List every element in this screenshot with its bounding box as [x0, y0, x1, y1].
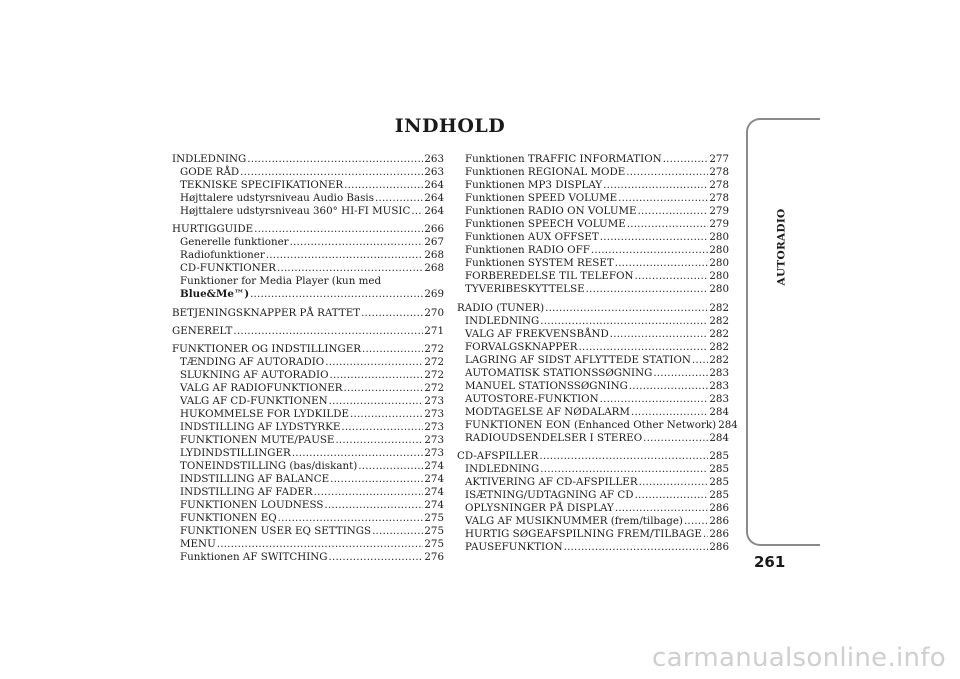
toc-leader-dots — [540, 463, 708, 476]
toc-entry-page: 286 — [709, 541, 729, 554]
toc-entry-page: 278 — [709, 192, 729, 205]
toc-entry[interactable] — [457, 179, 729, 192]
toc-leader-dots — [325, 356, 423, 369]
toc-section — [457, 153, 729, 297]
toc-section — [172, 307, 444, 320]
toc-entry[interactable] — [457, 528, 729, 541]
toc-entry[interactable] — [172, 538, 444, 551]
toc-entry-page: 264 — [424, 205, 444, 218]
toc-entry-page: 271 — [424, 324, 444, 337]
toc-entry[interactable] — [172, 447, 444, 460]
toc-entry-title: BETJENINGSKNAPPER PÅ RATTET — [172, 306, 361, 319]
toc-entry-title: HURTIGGUIDE — [172, 223, 254, 236]
toc-entry-title: VALG AF CD-FUNKTIONEN — [180, 394, 328, 407]
toc-leader-dots — [277, 262, 423, 275]
toc-entry-page: 282 — [709, 340, 729, 353]
toc-entry-title: TÆNDING AF AUTORADIO — [180, 355, 325, 368]
toc-entry-page: 263 — [424, 166, 444, 179]
toc-entry-page: 282 — [709, 314, 729, 327]
toc-entry-title: FUNKTIONEN USER EQ SETTINGS — [180, 525, 372, 538]
toc-entry-page: 285 — [709, 489, 729, 502]
toc-entry-page: 273 — [424, 446, 444, 459]
toc-entry-page: 264 — [424, 192, 444, 205]
toc-entry-page: 263 — [424, 153, 444, 165]
toc-entry[interactable] — [172, 262, 444, 275]
toc-entry-title: OPLYSNINGER PÅ DISPLAY — [465, 502, 614, 515]
toc-entry-title: GENERELT — [172, 324, 233, 337]
toc-entry-title: Funktionen MP3 DISPLAY — [465, 179, 603, 192]
toc-entry-title: HUKOMMELSE FOR LYDKILDE — [180, 407, 350, 420]
toc-entry-page: 274 — [424, 486, 444, 499]
toc-heading[interactable] — [457, 450, 729, 463]
toc-entry[interactable] — [457, 515, 729, 528]
toc-leader-dots — [591, 244, 708, 257]
toc-entry-page: 277 — [709, 153, 729, 165]
toc-leader-dots — [635, 489, 709, 502]
toc-leader-dots — [626, 166, 708, 179]
toc-entry[interactable] — [457, 489, 729, 502]
toc-leader-dots — [341, 421, 423, 434]
toc-entry-page: 285 — [709, 463, 729, 476]
toc-entry-title: TONEINDSTILLING (bas/diskant) — [180, 460, 358, 473]
toc-entry[interactable] — [457, 218, 729, 231]
toc-leader-dots — [615, 257, 709, 270]
toc-entry[interactable] — [457, 502, 729, 515]
toc-entry-page: 280 — [709, 283, 729, 296]
toc-section — [172, 325, 444, 338]
toc-leader-dots — [692, 354, 708, 367]
toc-entry-page: 278 — [709, 179, 729, 192]
toc-entry[interactable] — [457, 476, 729, 489]
toc-entry[interactable] — [172, 473, 444, 486]
toc-entry-title: FORVALGSKNAPPER — [465, 340, 578, 353]
toc-leader-dots — [290, 236, 424, 249]
toc-entry-title: INDLEDNING — [465, 463, 540, 476]
toc-entry-title: TEKNISKE SPECIFIKATIONER — [180, 179, 344, 192]
toc-entry[interactable] — [457, 380, 729, 393]
toc-entry-title: INDLEDNING — [465, 314, 540, 327]
toc-leader-dots — [247, 153, 423, 166]
toc-entry[interactable] — [457, 354, 729, 367]
toc-leader-dots — [610, 328, 709, 341]
toc-heading[interactable] — [457, 302, 729, 315]
toc-leader-dots — [314, 486, 424, 499]
toc-entry-title: RADIO (TUNER) — [457, 301, 545, 314]
toc-leader-dots — [375, 192, 423, 205]
toc-entry-title: VALG AF MUSIKNUMMER (frem/tilbage) — [465, 515, 683, 528]
toc-entry-page: 272 — [424, 381, 444, 394]
toc-entry-title: AUTOSTORE-FUNKTION — [465, 392, 599, 405]
toc-entry[interactable] — [457, 367, 729, 380]
toc-left-column — [172, 153, 444, 569]
toc-entry[interactable] — [172, 179, 444, 192]
toc-leader-dots — [240, 166, 423, 179]
toc-leader-dots — [564, 541, 709, 554]
toc-leader-dots — [358, 460, 423, 473]
toc-entry-title: Funktionen SPEED VOLUME — [465, 192, 618, 205]
toc-entry-title: FUNKTIONER OG INDSTILLINGER — [172, 342, 361, 355]
toc-entry[interactable] — [172, 421, 444, 434]
toc-leader-dots — [703, 528, 708, 541]
toc-leader-dots — [615, 502, 708, 515]
toc-entry-title: VALG AF FREKVENSBÅND — [465, 327, 609, 340]
toc-entry: Funktioner for Media Player (kun med — [180, 275, 382, 288]
toc-entry-page: 276 — [424, 551, 444, 564]
toc-entry[interactable] — [172, 249, 444, 262]
toc-entry-title: INDSTILLING AF FADER — [180, 486, 313, 499]
toc-leader-dots — [603, 179, 708, 192]
toc-leader-dots — [329, 395, 424, 408]
toc-leader-dots — [684, 515, 708, 528]
toc-entry-page: 280 — [709, 257, 729, 270]
toc-entry-page: 268 — [424, 262, 444, 275]
toc-leader-dots — [629, 380, 709, 393]
toc-entry-page: 284 — [709, 431, 729, 444]
toc-leader-dots — [600, 393, 709, 406]
toc-heading[interactable] — [172, 223, 444, 236]
toc-entry-page: 272 — [424, 355, 444, 368]
toc-leader-dots — [639, 476, 709, 489]
toc-entry-page: 286 — [709, 502, 729, 515]
toc-entry[interactable] — [457, 244, 729, 257]
toc-entry[interactable] — [172, 408, 444, 421]
toc-leader-dots — [579, 341, 709, 354]
toc-entry[interactable] — [172, 486, 444, 499]
toc-entry-page: 266 — [424, 223, 444, 236]
toc-entry[interactable] — [457, 432, 729, 445]
toc-leader-dots — [278, 512, 424, 525]
toc-entry[interactable] — [457, 418, 738, 432]
toc-leader-dots — [586, 283, 709, 296]
toc-leader-dots — [250, 288, 423, 301]
toc-entry[interactable] — [172, 434, 444, 447]
toc-leader-dots — [627, 218, 709, 231]
toc-entry-title: FUNKTIONEN LOUDNESS — [180, 499, 324, 512]
toc-entry[interactable] — [172, 236, 444, 249]
toc-entry[interactable] — [457, 393, 729, 406]
toc-heading[interactable] — [172, 153, 444, 166]
toc-heading[interactable] — [172, 307, 444, 320]
toc-section — [457, 450, 729, 554]
toc-entry-page: 285 — [709, 476, 729, 489]
toc-entry-page: 275 — [424, 512, 444, 525]
toc-entry-title: Funktionen AUX OFFSET — [465, 231, 599, 244]
toc-entry[interactable] — [457, 166, 729, 179]
toc-entry-page: 273 — [424, 394, 444, 407]
page-number: 261 — [754, 553, 786, 571]
toc-entry-page: 283 — [709, 392, 729, 405]
toc-section — [172, 153, 444, 218]
toc-entry-title: GODE RÅD — [180, 166, 240, 179]
toc-entry-title: AUTOMATISK STATIONSSØGNING — [465, 366, 653, 379]
toc-entry-title: AKTIVERING AF CD-AFSPILLER — [465, 476, 638, 489]
toc-leader-dots — [350, 408, 423, 421]
toc-leader-dots — [217, 538, 424, 551]
toc-entry-title: Funktionen RADIO OFF — [465, 244, 590, 257]
toc-leader-dots — [545, 302, 708, 315]
toc-heading[interactable] — [172, 343, 444, 356]
toc-entry-title: PAUSEFUNKTION — [465, 541, 563, 554]
toc-entry-page: 270 — [424, 306, 444, 319]
toc-leader-dots — [329, 551, 424, 564]
toc-entry-page: 278 — [709, 166, 729, 179]
toc-entry-title: CD-FUNKTIONER — [180, 262, 276, 275]
toc-entry-page: 273 — [424, 407, 444, 420]
toc-leader-dots — [362, 343, 423, 356]
toc-entry-page: 264 — [424, 179, 444, 192]
toc-entry[interactable] — [457, 205, 729, 218]
toc-entry-page: 283 — [709, 379, 729, 392]
toc-entry-title: Blue&Me™) — [180, 288, 250, 301]
toc-leader-dots — [344, 382, 424, 395]
toc-entry-page: 285 — [709, 450, 729, 463]
toc-leader-dots — [663, 153, 709, 166]
toc-entry-page: 272 — [424, 342, 444, 355]
toc-entry[interactable] — [457, 153, 729, 166]
toc-entry-page: 279 — [709, 205, 729, 218]
toc-leader-dots — [330, 473, 423, 486]
toc-entry[interactable] — [457, 257, 729, 270]
toc-entry-title: ISÆTNING/UDTAGNING AF CD — [465, 489, 634, 502]
toc-entry[interactable] — [172, 288, 444, 301]
toc-section — [172, 343, 444, 565]
toc-heading[interactable] — [172, 325, 444, 338]
toc-entry-title: MENU — [180, 538, 216, 551]
toc-leader-dots — [372, 525, 423, 538]
toc-entry-title: Højttalere udstyrsniveau Audio Basis — [180, 192, 375, 205]
toc-leader-dots — [361, 307, 423, 320]
toc-entry-page: 275 — [424, 538, 444, 551]
toc-entry-title: LAGRING AF SIDST AFLYTTEDE STATION — [465, 353, 691, 366]
toc-entry-page: 282 — [709, 301, 729, 314]
toc-entry[interactable] — [172, 525, 444, 538]
toc-entry[interactable] — [457, 283, 729, 296]
toc-leader-dots — [335, 434, 423, 447]
toc-leader-dots — [631, 406, 708, 419]
toc-entry[interactable] — [172, 382, 444, 395]
toc-entry[interactable] — [457, 341, 729, 354]
toc-entry-page: 279 — [709, 218, 729, 231]
toc-entry-page: 286 — [709, 528, 729, 541]
toc-entry[interactable] — [172, 460, 444, 473]
toc-entry-title: CD-AFSPILLER — [457, 450, 539, 463]
toc-entry[interactable] — [172, 551, 444, 564]
toc-entry-title: RADIOUDSENDELSER I STEREO — [465, 431, 643, 444]
toc-entry-page: 275 — [424, 525, 444, 538]
toc-entry-title: Funktionen RADIO ON VOLUME — [465, 205, 637, 218]
toc-entry-title: VALG AF RADIOFUNKTIONER — [180, 381, 343, 394]
toc-leader-dots — [653, 367, 708, 380]
toc-entry-page: 273 — [424, 433, 444, 446]
toc-entry[interactable] — [457, 315, 729, 328]
toc-entry-title: INDLEDNING — [172, 153, 247, 165]
toc-entry[interactable] — [457, 328, 729, 341]
toc-entry-page: 284 — [709, 405, 729, 418]
toc-entry-title: Funktionen AF SWITCHING — [180, 551, 328, 564]
toc-entry-page: 282 — [709, 353, 729, 366]
toc-entry-title: Funktionen REGIONAL MODE — [465, 166, 626, 179]
toc-entry-title: Radiofunktioner — [180, 249, 265, 262]
toc-section — [172, 223, 444, 301]
toc-leader-dots — [344, 179, 423, 192]
toc-entry[interactable] — [457, 406, 729, 419]
toc-entry-title: LYDINDSTILLINGER — [180, 446, 291, 459]
toc-leader-dots — [600, 231, 709, 244]
toc-leader-dots — [233, 325, 423, 338]
chapter-tab-text: AUTORADIO — [775, 208, 787, 286]
chapter-tab-label — [771, 192, 791, 302]
toc-entry[interactable] — [172, 395, 444, 408]
toc-entry-title: SLUKNING AF AUTORADIO — [180, 368, 329, 381]
page-title: INDHOLD — [394, 115, 506, 137]
toc-leader-dots — [411, 205, 423, 218]
watermark: carmanualsonline.info — [651, 643, 946, 673]
toc-entry[interactable] — [172, 356, 444, 369]
toc-entry-page: 267 — [424, 236, 444, 249]
toc-entry-title: Funktionen SPEECH VOLUME — [465, 218, 626, 231]
toc-entry[interactable] — [457, 541, 729, 554]
toc-leader-dots — [643, 432, 708, 445]
toc-leader-dots — [540, 315, 708, 328]
toc-entry[interactable] — [457, 463, 729, 476]
toc-entry-page: 286 — [709, 515, 729, 528]
toc-entry-page: 280 — [709, 244, 729, 257]
toc-entry-title: Højttalere udstyrsniveau 360° HI-FI MUSIC — [180, 205, 411, 218]
toc-entry[interactable] — [172, 499, 444, 512]
toc-entry-page: 280 — [709, 231, 729, 244]
toc-entry-page: 269 — [424, 288, 444, 301]
toc-entry-page: 272 — [424, 368, 444, 381]
toc-entry-page: 274 — [424, 460, 444, 473]
toc-entry-page: 284 — [718, 418, 738, 431]
toc-entry-title: Generelle funktioner — [180, 236, 289, 249]
toc-entry[interactable] — [172, 369, 444, 382]
toc-entry-page: 268 — [424, 249, 444, 262]
toc-entry-page: 282 — [709, 327, 729, 340]
toc-entry[interactable] — [172, 205, 444, 218]
toc-entry-title: FUNKTIONEN MUTE/PAUSE — [180, 433, 335, 446]
toc-entry-page: 283 — [709, 366, 729, 379]
toc-entry-title: FUNKTIONEN EQ — [180, 512, 277, 525]
toc-leader-dots — [618, 192, 708, 205]
toc-right-column — [457, 153, 738, 559]
toc-entry-title: MODTAGELSE AF NØDALARM — [465, 405, 630, 418]
toc-entry[interactable] — [172, 192, 444, 205]
toc-entry-title: TYVERIBESKYTTELSE — [465, 283, 585, 296]
toc-section — [457, 301, 738, 446]
toc-entry[interactable] — [457, 231, 729, 244]
toc-entry-page: 273 — [424, 420, 444, 433]
toc-entry[interactable] — [172, 512, 444, 525]
toc-leader-dots — [324, 499, 423, 512]
toc-leader-dots — [292, 447, 424, 460]
toc-entry-title: MANUEL STATIONSSØGNING — [465, 379, 628, 392]
toc-entry[interactable] — [457, 192, 729, 205]
toc-entry-page: 274 — [424, 499, 444, 512]
toc-leader-dots — [635, 270, 709, 283]
toc-entry-title: Funktionen TRAFFIC INFORMATION — [465, 153, 662, 165]
toc-entry-page: 280 — [709, 270, 729, 283]
toc-entry-title: FORBEREDELSE TIL TELEFON — [465, 270, 634, 283]
toc-entry-title: FUNKTIONEN EON (Enhanced Other Network) — [465, 418, 717, 431]
toc-leader-dots — [254, 223, 423, 236]
toc-entry-title: INDSTILLING AF LYDSTYRKE — [180, 420, 341, 433]
toc-entry-page: 274 — [424, 473, 444, 486]
toc-entry[interactable] — [457, 270, 729, 283]
toc-leader-dots — [539, 450, 708, 463]
toc-leader-dots — [330, 369, 424, 382]
toc-entry-title: INDSTILLING AF BALANCE — [180, 473, 330, 486]
toc-entry-title: HURTIG SØGEAFSPILNING FREM/TILBAGE — [465, 528, 702, 541]
chapter-tab — [746, 118, 820, 546]
toc-leader-dots — [266, 249, 424, 262]
toc-entry[interactable] — [172, 166, 444, 179]
toc-entry-title: Funktionen SYSTEM RESET — [465, 257, 614, 270]
toc-leader-dots — [638, 205, 709, 218]
